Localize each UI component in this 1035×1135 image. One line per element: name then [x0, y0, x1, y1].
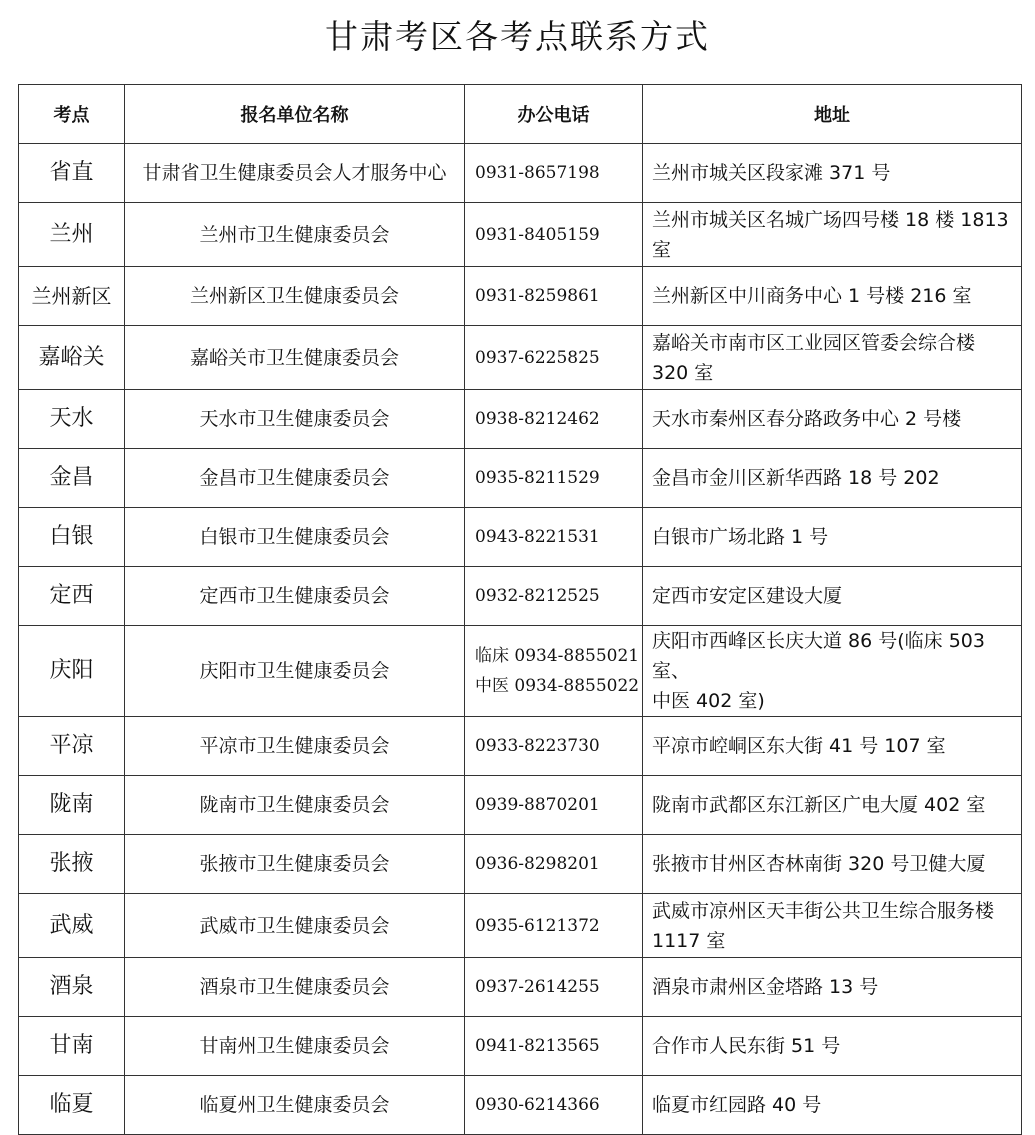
cell-site: 嘉峪关	[19, 326, 125, 390]
cell-unit: 定西市卫生健康委员会	[125, 567, 465, 626]
table-row	[19, 203, 1022, 267]
cell-site: 白银	[19, 508, 125, 567]
cell-phone	[465, 835, 643, 894]
cell-phone	[465, 449, 643, 508]
cell-address	[643, 390, 1022, 449]
cell-unit: 金昌市卫生健康委员会	[125, 449, 465, 508]
contact-table	[18, 84, 1022, 1135]
cell-phone	[465, 626, 643, 717]
address-line: 庆阳市西峰区长庆大道 86 号(临床 503 室、	[652, 630, 985, 682]
table-row	[19, 567, 1022, 626]
cell-address	[643, 449, 1022, 508]
cell-phone	[465, 326, 643, 390]
address-line: 嘉峪关市南市区工业园区管委会综合楼	[652, 331, 976, 354]
cell-address	[643, 717, 1022, 776]
table-row	[19, 508, 1022, 567]
cell-site: 省直	[19, 144, 125, 203]
cell-address	[643, 326, 1022, 390]
cell-phone	[465, 390, 643, 449]
cell-unit: 临夏州卫生健康委员会	[125, 1076, 465, 1135]
cell-site: 张掖	[19, 835, 125, 894]
cell-site: 庆阳	[19, 626, 125, 717]
phone-line: 0935-6121372	[475, 915, 600, 936]
address-line: 兰州市城关区名城广场四号楼 18 楼 1813	[652, 208, 1009, 231]
address-line: 兰州市城关区段家滩 371 号	[652, 162, 891, 184]
cell-unit: 陇南市卫生健康委员会	[125, 776, 465, 835]
cell-site: 平凉	[19, 717, 125, 776]
table-row	[19, 390, 1022, 449]
address-line: 1117 室	[652, 929, 726, 952]
address-line: 张掖市甘州区杏林南街 320 号卫健大厦	[652, 853, 986, 875]
phone-line: 0937-6225825	[475, 347, 600, 368]
table-header-row	[19, 85, 1022, 144]
address-line: 平凉市崆峒区东大街 41 号 107 室	[652, 735, 946, 757]
address-line: 天水市秦州区春分路政务中心 2 号楼	[652, 408, 962, 430]
cell-address	[643, 508, 1022, 567]
phone-line: 0932-8212525	[475, 586, 600, 606]
cell-unit: 甘肃省卫生健康委员会人才服务中心	[125, 144, 465, 203]
cell-phone	[465, 144, 643, 203]
cell-site: 定西	[19, 567, 125, 626]
phone-line: 临床 0934-8855021	[475, 646, 640, 666]
address-line: 中医 402 室)	[652, 690, 765, 712]
cell-address	[643, 144, 1022, 203]
cell-site: 甘南	[19, 1017, 125, 1076]
phone-line: 0943-8221531	[475, 527, 600, 547]
cell-phone	[465, 508, 643, 567]
column-header-unit: 报名单位名称	[125, 85, 465, 144]
cell-unit: 甘南州卫生健康委员会	[125, 1017, 465, 1076]
cell-unit: 庆阳市卫生健康委员会	[125, 626, 465, 717]
table-row	[19, 267, 1022, 326]
phone-line: 0931-8259861	[475, 286, 600, 306]
cell-address	[643, 567, 1022, 626]
phone-line: 0937-2614255	[475, 977, 600, 997]
table-body	[19, 144, 1022, 1135]
cell-site: 酒泉	[19, 958, 125, 1017]
column-header-site: 考点	[19, 85, 125, 144]
cell-phone	[465, 717, 643, 776]
cell-unit: 兰州新区卫生健康委员会	[125, 267, 465, 326]
cell-phone	[465, 1017, 643, 1076]
cell-unit: 嘉峪关市卫生健康委员会	[125, 326, 465, 390]
address-line: 兰州新区中川商务中心 1 号楼 216 室	[652, 285, 972, 307]
column-header-phone: 办公电话	[465, 85, 643, 144]
cell-unit: 张掖市卫生健康委员会	[125, 835, 465, 894]
table-row	[19, 326, 1022, 390]
cell-address	[643, 835, 1022, 894]
cell-site: 临夏	[19, 1076, 125, 1135]
cell-address	[643, 1017, 1022, 1076]
table-row	[19, 835, 1022, 894]
cell-address	[643, 267, 1022, 326]
phone-line: 0933-8223730	[475, 736, 600, 756]
cell-site: 金昌	[19, 449, 125, 508]
phone-line: 0930-6214366	[475, 1095, 600, 1115]
cell-unit: 兰州市卫生健康委员会	[125, 203, 465, 267]
address-line: 金昌市金川区新华西路 18 号 202	[652, 467, 940, 489]
cell-phone	[465, 958, 643, 1017]
phone-line: 0941-8213565	[475, 1036, 600, 1056]
cell-site: 兰州	[19, 203, 125, 267]
cell-unit: 酒泉市卫生健康委员会	[125, 958, 465, 1017]
address-line: 合作市人民东街 51 号	[652, 1035, 841, 1057]
cell-address	[643, 958, 1022, 1017]
column-header-address: 地址	[643, 85, 1022, 144]
page-title: 甘肃考区各考点联系方式	[325, 17, 710, 56]
cell-address	[643, 894, 1022, 958]
phone-line: 0936-8298201	[475, 854, 600, 874]
cell-unit: 平凉市卫生健康委员会	[125, 717, 465, 776]
table-row	[19, 894, 1022, 958]
phone-line: 0938-8212462	[475, 409, 600, 429]
address-line: 武威市凉州区天丰街公共卫生综合服务楼	[652, 899, 995, 922]
table-row	[19, 449, 1022, 508]
cell-phone	[465, 894, 643, 958]
phone-line: 0931-8405159	[475, 224, 600, 245]
cell-unit: 天水市卫生健康委员会	[125, 390, 465, 449]
table-row	[19, 958, 1022, 1017]
cell-address	[643, 626, 1022, 717]
cell-phone	[465, 203, 643, 267]
cell-unit: 武威市卫生健康委员会	[125, 894, 465, 958]
phone-line: 0931-8657198	[475, 163, 600, 183]
table-row	[19, 717, 1022, 776]
address-line: 临夏市红园路 40 号	[652, 1094, 822, 1116]
cell-unit: 白银市卫生健康委员会	[125, 508, 465, 567]
cell-site: 陇南	[19, 776, 125, 835]
table-row	[19, 626, 1022, 717]
cell-address	[643, 203, 1022, 267]
address-line: 室	[652, 238, 672, 261]
phone-line: 0939-8870201	[475, 795, 600, 815]
phone-line: 0935-8211529	[475, 468, 600, 488]
address-line: 酒泉市肃州区金塔路 13 号	[652, 976, 879, 998]
cell-site: 兰州新区	[19, 267, 125, 326]
table-row	[19, 776, 1022, 835]
address-line: 定西市安定区建设大厦	[652, 585, 843, 607]
cell-address	[643, 776, 1022, 835]
cell-phone	[465, 776, 643, 835]
phone-line: 中医 0934-8855022	[475, 676, 640, 696]
cell-site: 武威	[19, 894, 125, 958]
address-line: 陇南市武都区东江新区广电大厦 402 室	[652, 794, 986, 816]
table-row	[19, 144, 1022, 203]
cell-phone	[465, 567, 643, 626]
address-line: 320 室	[652, 361, 714, 384]
cell-site: 天水	[19, 390, 125, 449]
address-line: 白银市广场北路 1 号	[652, 526, 829, 548]
table-row	[19, 1017, 1022, 1076]
cell-phone	[465, 267, 643, 326]
